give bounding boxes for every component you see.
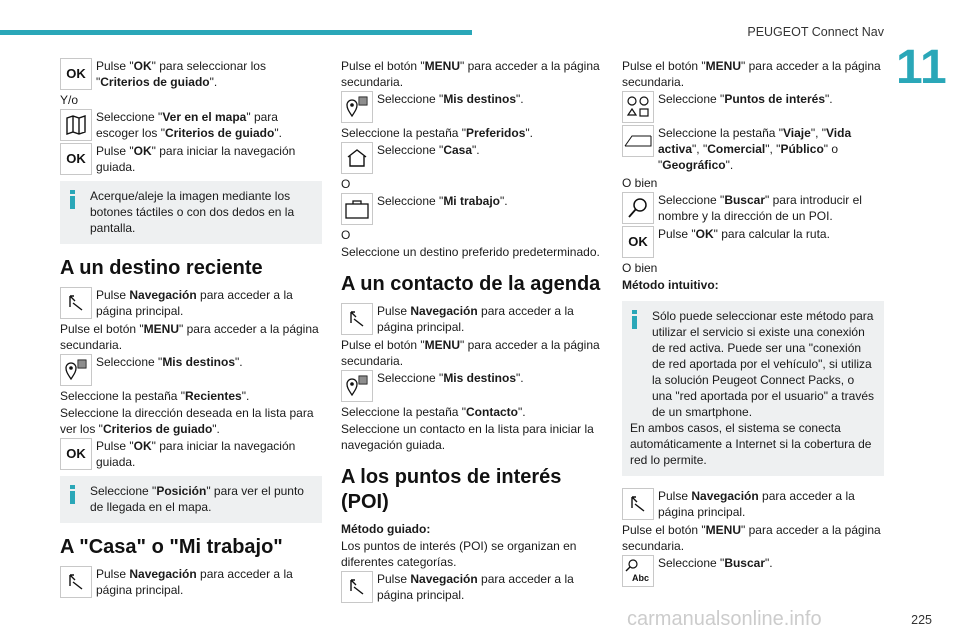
instruction-row (60, 109, 322, 141)
briefcase-icon (341, 193, 373, 225)
instruction-row (622, 555, 884, 587)
navigation-arrow-icon (622, 488, 654, 520)
map-icon (60, 109, 92, 141)
my-destinations-icon (341, 91, 373, 123)
text-paragraph: Pulse el botón "MENU" para acceder a la página secundaria. (341, 59, 600, 89)
instruction-row (341, 303, 603, 335)
navigation-arrow-icon (341, 571, 373, 603)
instruction-text: Pulse Navegación para acceder a la página principal. (377, 304, 574, 334)
info-icon (70, 190, 75, 210)
instruction-text: Pulse Navegación para acceder a la página principal. (96, 288, 293, 318)
method-label: Método guiado: (341, 522, 431, 536)
page-header-title: PEUGEOT Connect Nav (747, 25, 884, 39)
instruction-row (341, 370, 603, 402)
instruction-row (60, 354, 322, 386)
instruction-row (341, 571, 603, 603)
info-icon (632, 310, 637, 330)
text-paragraph: Pulse el botón "MENU" para acceder a la página secundaria. (622, 59, 881, 89)
instruction-text: Seleccione "Mis destinos". (377, 371, 524, 385)
my-destinations-icon (341, 370, 373, 402)
instruction-row (622, 226, 884, 258)
section-heading: A un contacto de la agenda (341, 273, 601, 295)
instruction-text: Pulse Navegación para acceder a la página principal. (658, 489, 855, 519)
text-paragraph: Y/o (60, 93, 79, 107)
info-icon (70, 485, 75, 505)
search-icon (622, 192, 654, 224)
instruction-text: Seleccione "Puntos de interés". (658, 92, 833, 106)
header-accent-bar (0, 30, 472, 35)
instruction-text: Seleccione "Mis destinos". (377, 92, 524, 106)
text-paragraph: O (341, 228, 351, 242)
section-heading: A "Casa" o "Mi trabajo" (60, 536, 283, 558)
text-paragraph: Seleccione la pestaña "Contacto". (341, 405, 526, 419)
text-search-icon (622, 555, 654, 587)
instruction-row (60, 58, 322, 90)
instruction-text: Seleccione "Mis destinos". (96, 355, 243, 369)
instruction-row (341, 142, 603, 174)
info-note (60, 181, 322, 244)
instruction-row (60, 438, 322, 470)
my-destinations-icon (60, 354, 92, 386)
text-paragraph: O bien (622, 176, 658, 190)
instruction-text: Seleccione "Casa". (377, 143, 480, 157)
instruction-row (622, 125, 884, 173)
info-note (60, 476, 322, 523)
instruction-text: Pulse "OK" para iniciar la navegación guiada. (96, 439, 296, 469)
instruction-text: Pulse "OK" para calcular la ruta. (658, 227, 830, 241)
text-paragraph: Los puntos de interés (POI) se organizan en diferentes categorías. (341, 539, 577, 569)
instruction-row (60, 566, 322, 598)
home-icon (341, 142, 373, 174)
instruction-text: Seleccione "Buscar". (658, 556, 773, 570)
instruction-row (60, 143, 322, 175)
text-paragraph: Seleccione la pestaña "Recientes". (60, 389, 250, 403)
instruction-text: Pulse "OK" para iniciar la navegación guiada. (96, 144, 296, 174)
chapter-number: 11 (896, 41, 947, 94)
ok-button-icon: OK (622, 226, 654, 258)
instruction-row (622, 488, 884, 520)
ok-button-icon: OK (60, 143, 92, 175)
method-label: Método intuitivo: (622, 278, 719, 292)
text-paragraph: Seleccione un destino preferido predeterminado. (341, 245, 600, 259)
section-heading: A los puntos de interés (POI) (341, 466, 562, 513)
column-1 (60, 58, 322, 600)
page-number: 225 (911, 613, 932, 627)
text-paragraph: Pulse el botón "MENU" para acceder a la página secundaria. (341, 338, 600, 368)
note-text: Acerque/aleje la imagen mediante los botones táctiles o con dos dedos en la pantalla. (90, 189, 295, 235)
instruction-row (60, 287, 322, 319)
instruction-row (622, 192, 884, 224)
note-text: En ambos casos, el sistema se conecta automáticamente a Internet si la cobertura de red lo permite. (630, 421, 872, 467)
instruction-text: Pulse "OK" para seleccionar los "Criterios de guiado". (96, 59, 266, 89)
navigation-arrow-icon (341, 303, 373, 335)
text-paragraph: Pulse el botón "MENU" para acceder a la página secundaria. (60, 322, 319, 352)
text-paragraph: Seleccione la pestaña "Preferidos". (341, 126, 533, 140)
instruction-row (622, 91, 884, 123)
text-paragraph: O (341, 177, 351, 191)
info-note (622, 301, 884, 476)
abc-label: Abc (632, 573, 650, 583)
ok-button-icon: OK (60, 438, 92, 470)
ok-button-icon: OK (60, 58, 92, 90)
instruction-text: Seleccione "Buscar" para introducir el nombre y la dirección de un POI. (658, 193, 862, 223)
section-heading: A un destino reciente (60, 257, 263, 279)
text-paragraph: Pulse el botón "MENU" para acceder a la página secundaria. (622, 523, 881, 553)
instruction-text: Seleccione la pestaña "Viaje", "Vida activa", "Comercial", "Público" o "Geográfico". (658, 126, 852, 172)
instruction-text: Pulse Navegación para acceder a la página principal. (377, 572, 574, 602)
watermark: carmanualsonline.info (627, 608, 822, 630)
text-paragraph: Seleccione la dirección deseada en la lista para ver los "Criterios de guiado". (60, 406, 314, 436)
points-of-interest-icon (622, 91, 654, 123)
column-2 (341, 58, 603, 605)
instruction-text: Seleccione "Mi trabajo". (377, 194, 508, 208)
text-paragraph: O bien (622, 261, 658, 275)
instruction-text: Pulse Navegación para acceder a la página principal. (96, 567, 293, 597)
instruction-row (341, 91, 603, 123)
instruction-row (341, 193, 603, 225)
navigation-arrow-icon (60, 566, 92, 598)
text-paragraph: Seleccione un contacto en la lista para iniciar la navegación guiada. (341, 422, 594, 452)
navigation-arrow-icon (60, 287, 92, 319)
category-tabs-icon (622, 125, 654, 157)
instruction-text: Seleccione "Ver en el mapa" para escoger los "Criterios de guiado". (96, 110, 282, 140)
note-text: Sólo puede seleccionar este método para utilizar el servicio si existe una conexión de red activa. Puede ser una "conexión de red aportada por el vehículo", si utiliza la solución Peugeot Connect Packs, o una "red aportada por el usuario" a través de un smartphone. (652, 309, 874, 419)
note-text: Seleccione "Posición" para ver el punto de llegada en el mapa. (90, 484, 304, 514)
column-3 (622, 58, 884, 589)
